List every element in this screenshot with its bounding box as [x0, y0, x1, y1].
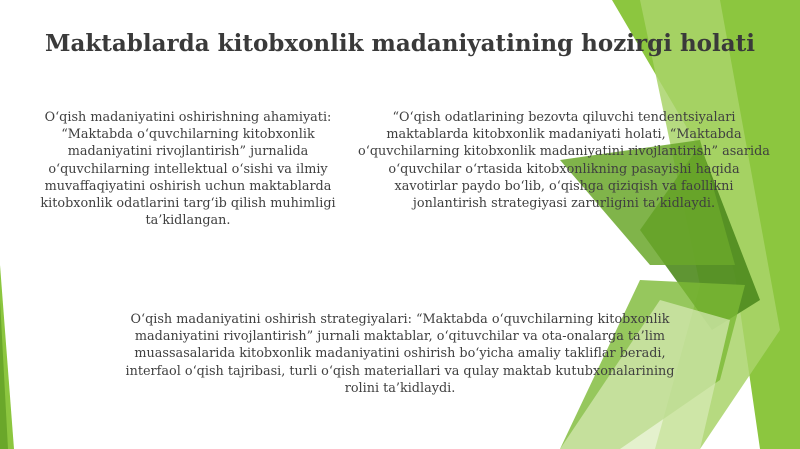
text-block-right: “O‘qish odatlarining bezovta qiluvchi tendentsiyalari maktablarda kitobxonlik madaniyati holati, “Maktabda o‘quvchilarning kitobxonlik madaniyatini rivojlantirish” asarida o‘quvchilar o‘rtasida kitobxonlikning pasayishi haqida xavotirlar paydo bo‘lib, o‘qishga qiziqish va faollikni jonlantirish strategiyasi zarurligini ta’kidlaydi.	[358, 110, 770, 212]
text-block-left: O‘qish madaniyatini oshirishning ahamiyati: “Maktabda o‘quvchilarning kitobxonlik madaniyatini rivojlantirish” jurnalida o‘quvchilarning intellektual o‘sishi va ilmiy muvaffaqiyatini oshirish uchun maktablarda kitobxonlik odatlarini targ‘ib qilish muhimligi ta’kidlangan.	[40, 110, 336, 229]
slide-title: Maktablarda kitobxonlik madaniyatining hozirgi holati	[44, 30, 756, 57]
text-block-bottom: O‘qish madaniyatini oshirish strategiyalari: “Maktabda o‘quvchilarning kitobxonlik madaniyatini rivojlantirish” jurnali maktablar, o‘qituvchilar va ota-onalarga ta’lim muassasalarida kitobxonlik madaniyatini oshirish bo‘yicha amaliy takliflar beradi, interfaol o‘qish tajribasi, turli o‘qish materiallari va qulay maktab kutubxonalarining rolini ta’kidlaydi.	[125, 312, 675, 396]
